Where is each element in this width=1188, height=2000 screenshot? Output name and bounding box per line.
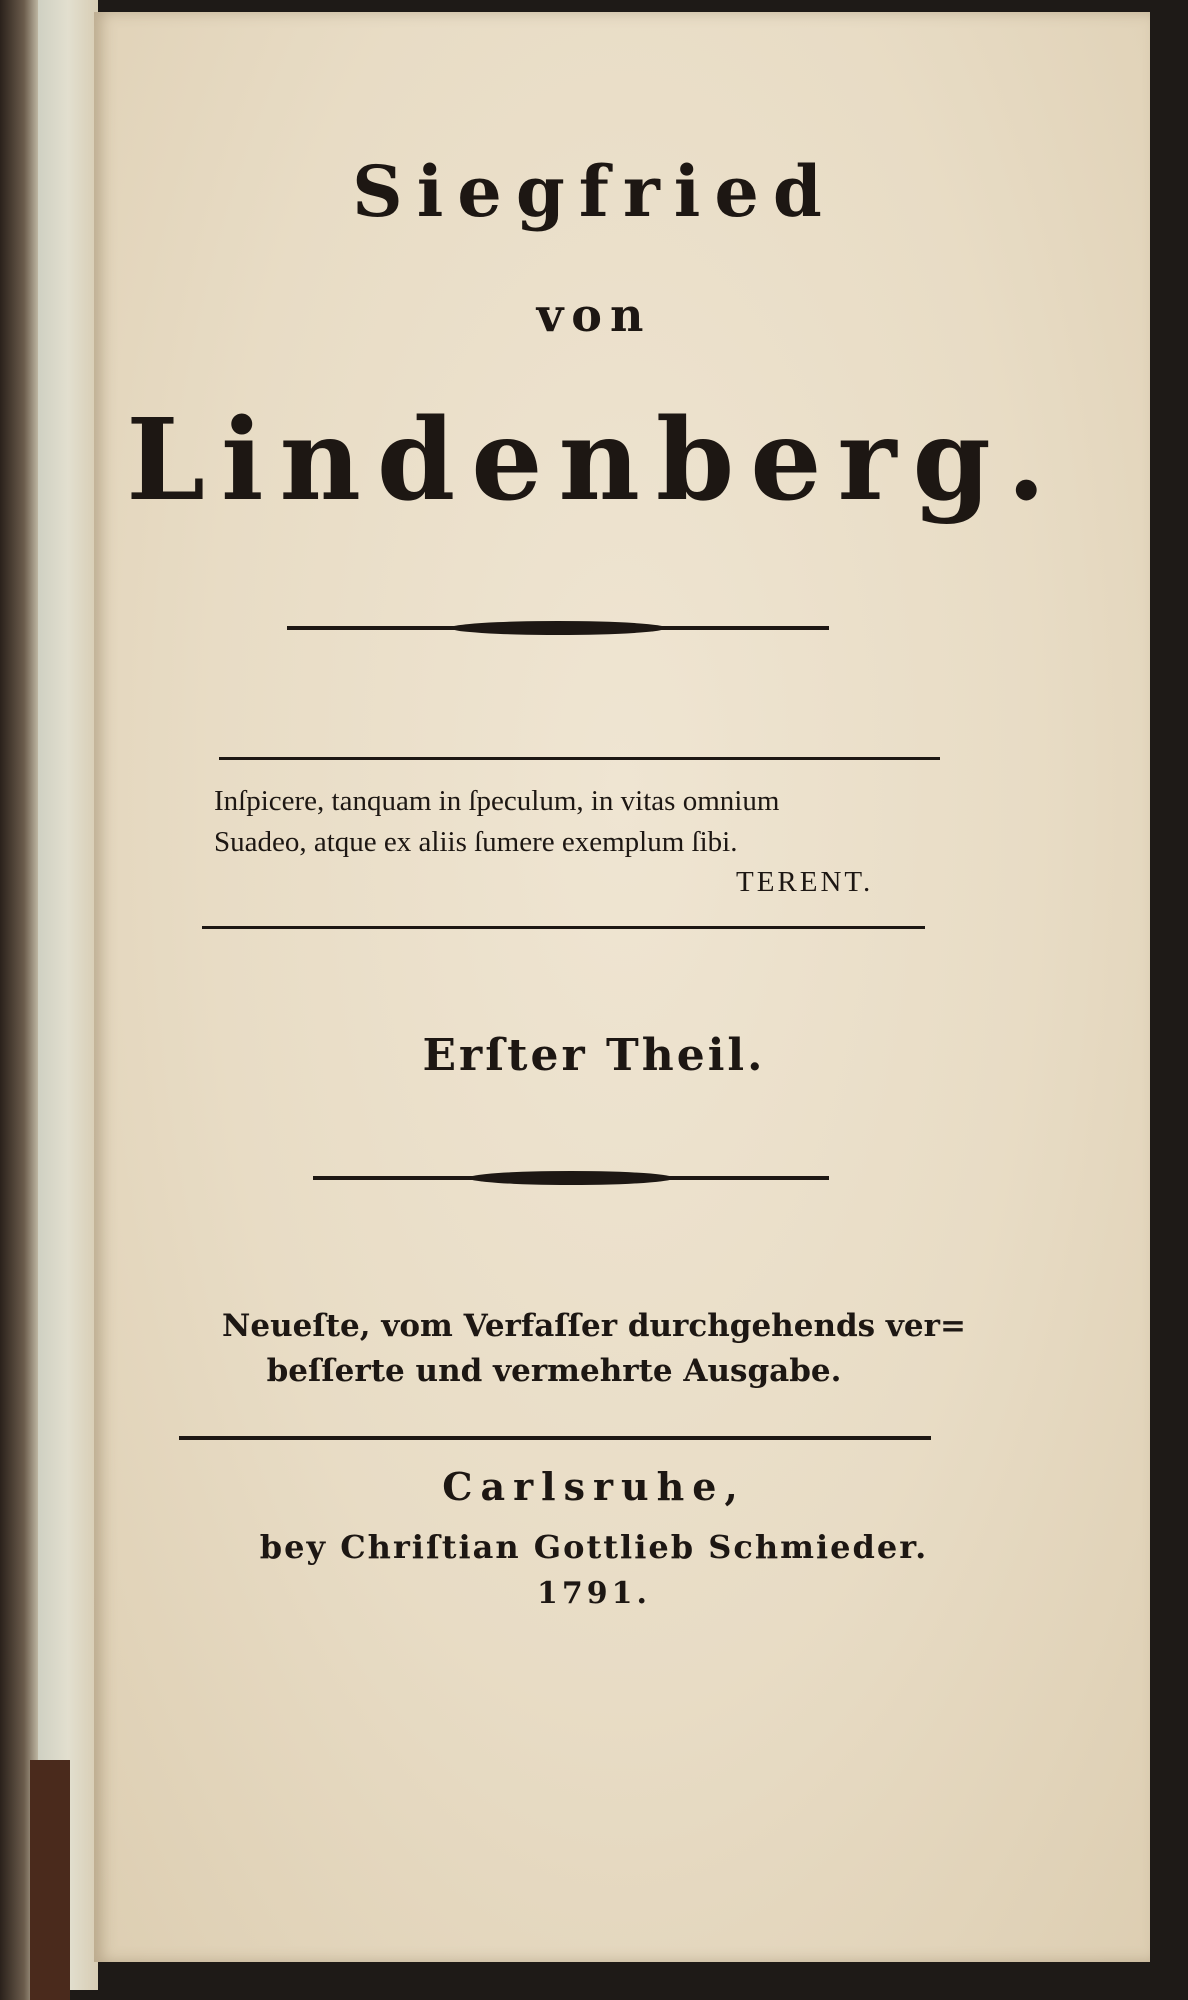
rule xyxy=(179,1436,931,1440)
imprint-publisher: bey Chriſtian Gottlieb Schmieder. xyxy=(259,1528,929,1566)
title-line-3: Lindenberg. xyxy=(126,395,1062,526)
ornamental-rule xyxy=(287,626,829,630)
edition-line-1: Neueſte, vom Verfaſſer durchgehends ver= xyxy=(222,1308,966,1344)
epigraph-line-1: Inſpicere, tanquam in ſpeculum, in vitas omnium xyxy=(214,785,780,817)
imprint-place: Carlsruhe, xyxy=(442,1464,746,1509)
spine-damage xyxy=(30,1760,70,2000)
title-line-1: Siegfried xyxy=(352,150,836,233)
volume-label: Erſter Theil. xyxy=(422,1030,766,1081)
title-line-2: von xyxy=(536,288,652,342)
epigraph-line-2: Suadeo, atque ex aliis ſumere exemplum ſibi. xyxy=(214,826,738,858)
imprint-year: 1791. xyxy=(537,1576,651,1611)
ornamental-rule xyxy=(313,1176,829,1180)
epigraph-attribution: TERENT. xyxy=(736,866,874,898)
edition-line-2: beſſerte und vermehrte Ausgabe. xyxy=(266,1353,842,1389)
rule xyxy=(202,926,925,929)
rule xyxy=(219,757,940,760)
